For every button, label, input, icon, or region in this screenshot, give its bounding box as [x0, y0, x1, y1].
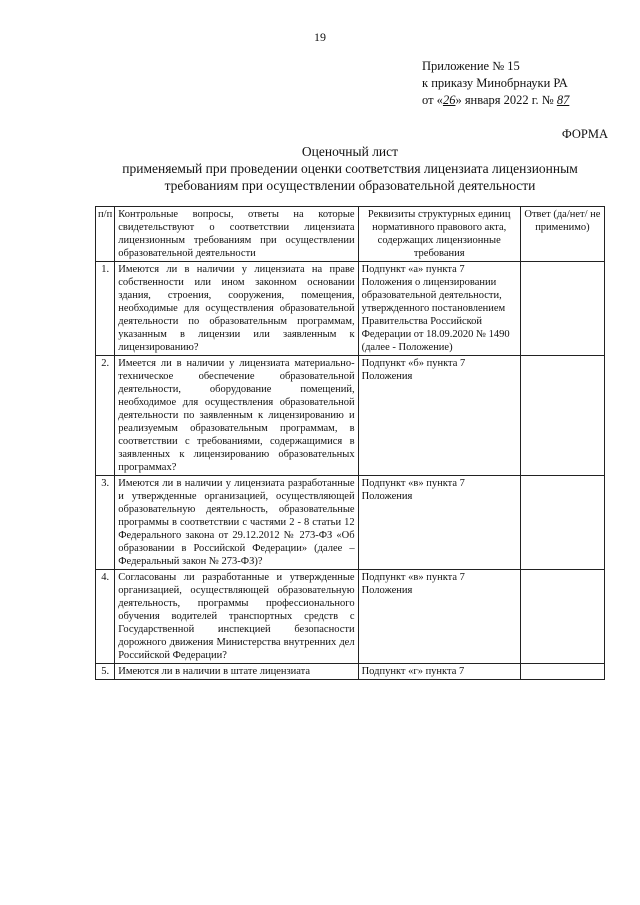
row-requisites: Подпункт «в» пункта 7 Положения: [358, 476, 520, 570]
row-answer: [520, 476, 604, 570]
table-row: [96, 570, 605, 664]
date-prefix: от «: [422, 93, 443, 107]
row-question: Имеется ли в наличии у лицензиата материально-техническое обеспечение образовательной деятельности, оборудование помещений, необходимое для осуществления образовательной деятельности по заявленным к лицензированию и реализуемым образовательным программам, в соответствии с требованиями, содержащимися в заявленных к лицензированию образовательных программах?: [115, 356, 358, 476]
row-question: Имеются ли в наличии у лицензиата на праве собственности или ином законном основании здания, строения, сооружения, помещения, необходимые для осуществления образовательной деятельности по образовательным программам, указанным в лицензии или заявленным к лицензированию?: [115, 262, 358, 356]
row-question: Имеются ли в наличии в штате лицензиата: [115, 664, 358, 680]
title-line-1: Оценочный лист: [301, 144, 399, 159]
page-number: 19: [314, 30, 326, 44]
table-row: [96, 356, 605, 476]
title-line-3: требованиям при осуществлении образовательной деятельности: [164, 178, 536, 193]
title-line-2: применяемый при проведении оценки соответствия лицензиата лицензионным: [122, 161, 578, 176]
date-middle: » января 2022 г. №: [455, 93, 557, 107]
table-row: [96, 262, 605, 356]
row-requisites: Подпункт «г» пункта 7: [358, 664, 520, 680]
row-answer: [520, 664, 604, 680]
document-title: [60, 143, 640, 194]
row-answer: [520, 262, 604, 356]
header-answer: Ответ (да/нет/ не применимо): [520, 207, 604, 262]
header-num: п/п: [96, 207, 115, 262]
row-question: Согласованы ли разработанные и утвержденные организацией, осуществляющей образовательную деятельность, программы профессионального обучения водителей транспортных средств с Государственной инспекцией безопасности дорожного движения Министерства внутренних дел Российской Федерации?: [115, 570, 358, 664]
assessment-table: [95, 206, 605, 680]
row-num: 1.: [96, 262, 115, 356]
table-row: [96, 664, 605, 680]
appendix-block: [422, 58, 569, 109]
row-question: Имеются ли в наличии у лицензиата разработанные и утвержденные организацией, осуществляющей образовательную деятельность, образовательные программы в соответствии с частями 2 - 8 статьи 12 Федерального закона от 29.12.2012 № 273-ФЗ «Об образовании в Российской Федерации» (далее – Федеральный закон № 273-ФЗ)?: [115, 476, 358, 570]
form-label: ФОРМА: [561, 127, 608, 141]
appendix-line-1: Приложение № 15: [422, 59, 520, 73]
row-num: 4.: [96, 570, 115, 664]
handwritten-day: 26: [442, 93, 456, 107]
row-num: 2.: [96, 356, 115, 476]
handwritten-order-number: 87: [556, 93, 570, 107]
appendix-line-2: к приказу Минобрнауки РА: [422, 76, 568, 90]
row-requisites: Подпункт «б» пункта 7 Положения: [358, 356, 520, 476]
row-num: 3.: [96, 476, 115, 570]
table-header-row: [96, 207, 605, 262]
header-requisites: Реквизиты структурных единиц нормативного правового акта, содержащих лицензионные требования: [358, 207, 520, 262]
appendix-line-3: [422, 92, 569, 109]
row-requisites: Подпункт «а» пункта 7 Положения о лицензировании образовательной деятельности, утвержденного постановлением Правительства Российской Федерации от 18.09.2020 № 1490 (далее - Положение): [358, 262, 520, 356]
table-row: [96, 476, 605, 570]
header-question: Контрольные вопросы, ответы на которые свидетельствуют о соответствии лицензиата лицензионным требованиям при осуществлении образовательной деятельности: [115, 207, 358, 262]
row-requisites: Подпункт «в» пункта 7 Положения: [358, 570, 520, 664]
row-answer: [520, 356, 604, 476]
row-answer: [520, 570, 604, 664]
row-num: 5.: [96, 664, 115, 680]
